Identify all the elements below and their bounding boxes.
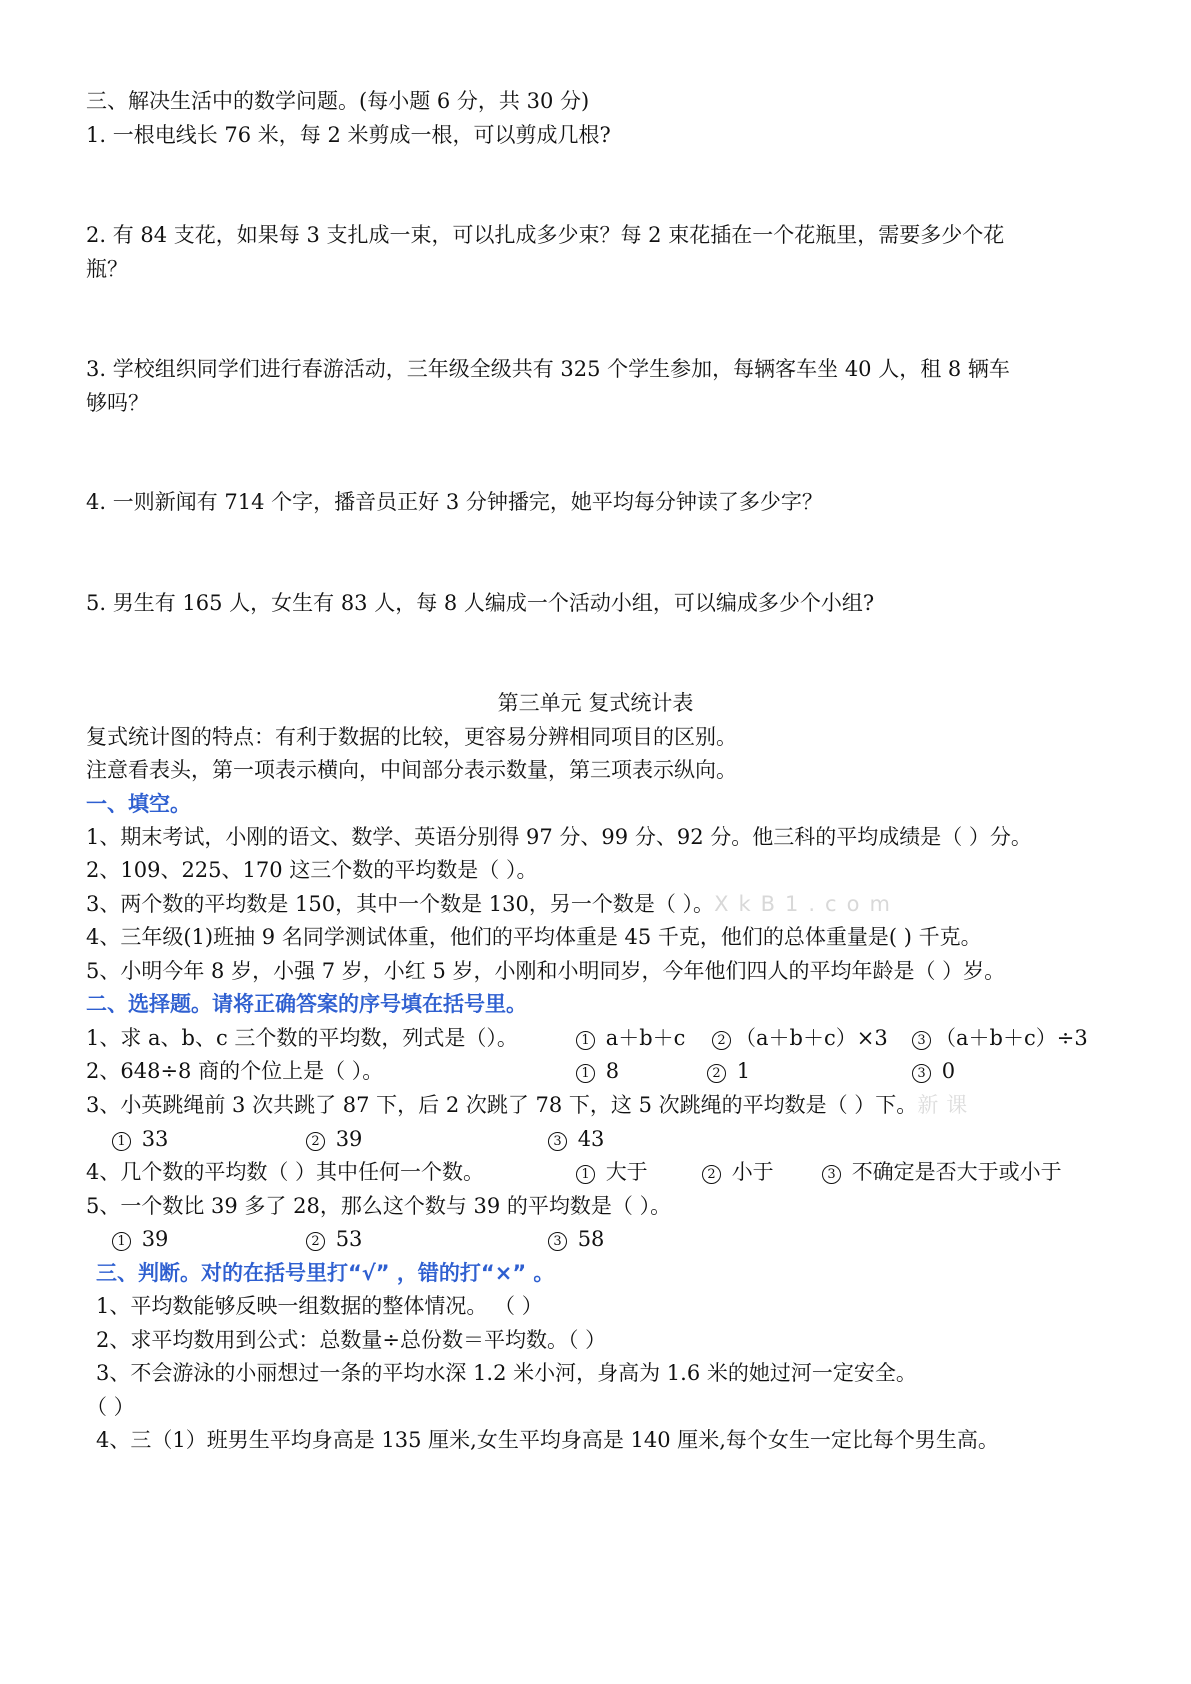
judge-question-4: 4、三（1）班男生平均身高是 135 厘米,女生平均身高是 140 厘米,每个女生一定比每个男生高。 [96,1428,999,1452]
circled-number-icon: 3 [548,1132,567,1151]
choice-q3-option-1: 1 33 [112,1124,168,1154]
choice-q1-option-2: 2 （a＋b＋c）×3 [712,1023,888,1053]
fill-question-3-text: 3、两个数的平均数是 150，其中一个数是 130，另一个数是（ ）。 [86,892,715,916]
choice-section-title: 二、选择题。请将正确答案的序号填在括号里。 [86,992,527,1016]
choice-q4-option-2: 2 小于 [702,1157,774,1187]
fill-section-title: 一、填空。 [86,792,191,816]
judge-section-title: 三、判断。对的在括号里打“√” ，错的打“×” 。 [96,1261,555,1285]
choice-q4-option-3: 3 不确定是否大于或小于 [822,1157,1062,1187]
circled-number-icon: 2 [707,1064,726,1083]
problem-5: 5. 男生有 165 人，女生有 83 人，每 8 人编成一个活动小组，可以编成多少个小组? [86,591,875,615]
circled-number-icon: 2 [712,1031,731,1050]
choice-question-5: 5、一个数比 39 多了 28，那么这个数与 39 的平均数是（ ）。 [86,1194,672,1218]
circled-number-icon: 2 [306,1232,325,1251]
circled-number-icon: 1 [576,1031,595,1050]
section-title-problems: 三、解决生活中的数学问题。(每小题 6 分，共 30 分) [86,89,590,113]
judge-question-1: 1、平均数能够反映一组数据的整体情况。 （ ） [96,1294,543,1318]
judge-question-2: 2、求平均数用到公式：总数量÷总份数＝平均数。（ ） [96,1328,607,1352]
problem-3-cont: 够吗？ [86,391,149,415]
fill-question-4: 4、三年级(1)班抽 9 名同学测试体重，他们的平均体重是 45 千克，他们的总体重量是( ) 千克。 [86,925,982,949]
choice-question-2: 2、648÷8 商的个位上是（ ）。 [86,1059,384,1083]
circled-number-icon: 3 [912,1064,931,1083]
choice-q5-option-1: 1 39 [112,1224,168,1254]
judge-question-3: 3、不会游泳的小丽想过一条的平均水深 1.2 米小河，身高为 1.6 米的她过河一定安全。 [96,1361,917,1385]
choice-q5-option-3: 3 58 [548,1224,604,1254]
problem-2: 2. 有 84 支花，如果每 3 支扎成一束，可以扎成多少束？每 2 束花插在一个花瓶里，需要多少个花 [86,223,1005,247]
circled-number-icon: 2 [702,1165,721,1184]
problem-4: 4. 一则新闻有 714 个字，播音员正好 3 分钟播完，她平均每分钟读了多少字？ [86,490,823,514]
choice-q1-option-1: 1 a＋b＋c [576,1023,685,1053]
choice-q5-option-2: 2 53 [306,1224,362,1254]
choice-question-3-text: 3、小英跳绳前 3 次共跳了 87 下，后 2 次跳了 78 下，这 5 次跳绳的平均数是（ ）下。 [86,1093,918,1117]
problem-2-cont: 瓶？ [86,257,128,281]
fill-question-3 [86,889,900,919]
choice-q3-option-2: 2 39 [306,1124,362,1154]
circled-number-icon: 3 [912,1031,931,1050]
choice-q4-option-1: 1 大于 [576,1157,648,1187]
fill-question-2: 2、109、225、170 这三个数的平均数是（ ）。 [86,858,538,882]
circled-number-icon: 1 [576,1064,595,1083]
circled-number-icon: 3 [548,1232,567,1251]
problem-3: 3. 学校组织同学们进行春游活动，三年级全级共有 325 个学生参加，每辆客车坐 40 人，租 8 辆车 [86,357,1010,381]
watermark-xkb1: XkB1.com [714,892,900,916]
choice-q1-option-3: 3 （a＋b＋c）÷3 [912,1023,1088,1053]
choice-question-1: 1、求 a、b、c 三个数的平均数，列式是（）。 [86,1026,518,1050]
circled-number-icon: 1 [576,1165,595,1184]
choice-q2-option-3: 3 0 [912,1056,955,1086]
circled-number-icon: 2 [306,1132,325,1151]
choice-question-4: 4、几个数的平均数（ ）其中任何一个数。 [86,1160,485,1184]
intro-line-2: 注意看表头，第一项表示横向，中间部分表示数量，第三项表示纵向。 [86,758,737,782]
choice-question-3 [86,1090,975,1120]
choice-q2-option-2: 2 1 [707,1056,750,1086]
watermark-xinke: 新课 [917,1093,976,1117]
unit-title: 第三单元 复式统计表 [497,691,694,715]
circled-number-icon: 1 [112,1132,131,1151]
choice-q3-option-3: 3 43 [548,1124,604,1154]
choice-q2-option-1: 1 8 [576,1056,619,1086]
fill-question-1: 1、期末考试，小刚的语文、数学、英语分别得 97 分、99 分、92 分。他三科的平均成绩是（ ）分。 [86,825,1032,849]
fill-question-5: 5、小明今年 8 岁，小强 7 岁，小红 5 岁，小刚和小明同岁，今年他们四人的平均年龄是（ ）岁。 [86,959,1006,983]
circled-number-icon: 1 [112,1232,131,1251]
problem-1: 1. 一根电线长 76 米，每 2 米剪成一根，可以剪成几根? [86,123,611,147]
circled-number-icon: 3 [822,1165,841,1184]
judge-question-3-bracket: （ ） [86,1395,135,1419]
intro-line-1: 复式统计图的特点：有利于数据的比较，更容易分辨相同项目的区别。 [86,725,737,749]
